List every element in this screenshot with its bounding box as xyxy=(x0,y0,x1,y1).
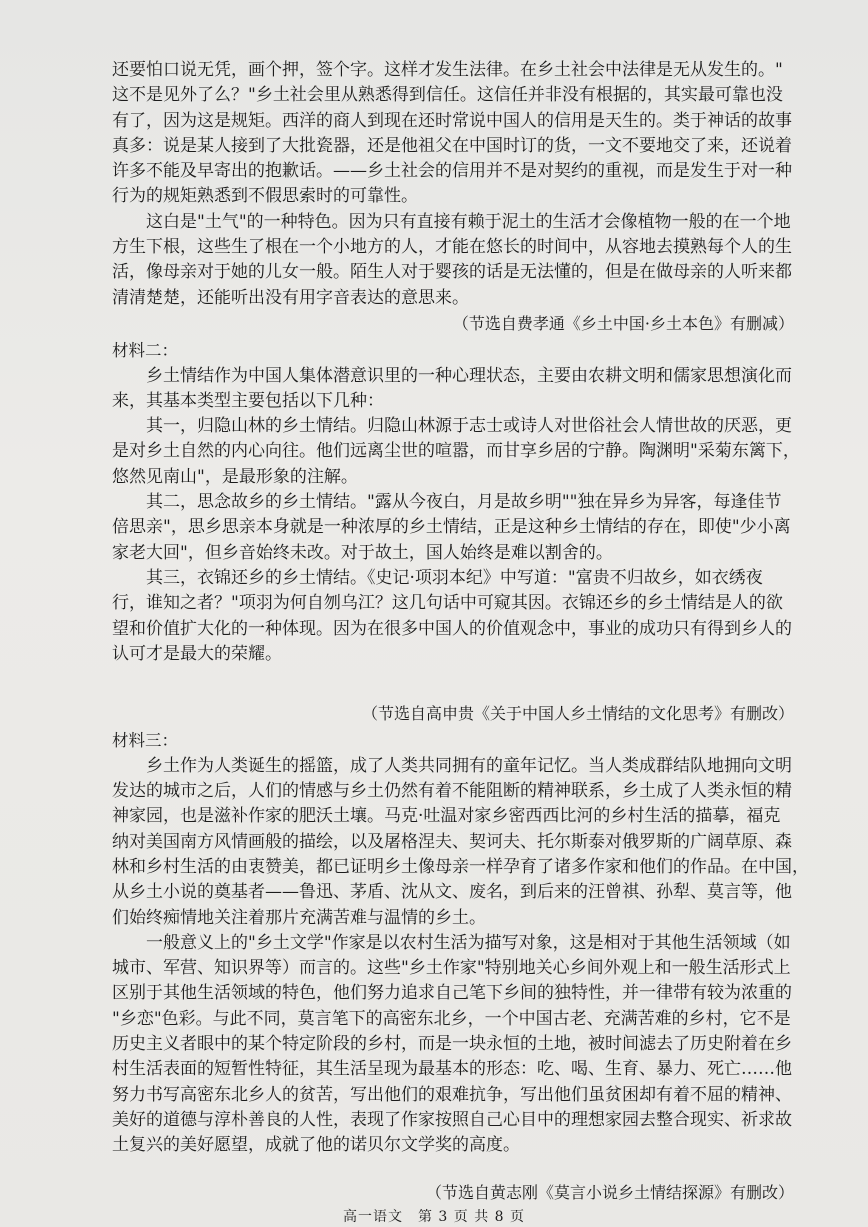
text-line: 努力书写高密东北乡人的贫苦，写出他们的艰难抗争，写出他们虽贫困却有着不屈的精神、 xyxy=(112,1084,792,1105)
paragraph-tuqi xyxy=(112,210,796,311)
text-line: 倍思亲"，思乡思亲本身就是一种浓厚的乡土情结，正是这种乡土情结的存在，即使"少小离 xyxy=(112,517,791,538)
text-line: 区别于其他生活领域的特色，他们努力追求自己笔下乡间的独特性，并一律带有较为浓重的 xyxy=(112,983,792,1004)
source-citation-3: （节选自黄志刚《莫言小说乡土情结探源》有删改） xyxy=(425,1183,794,1203)
text-line: 家老大回"，但乡音始终未改。对于故土，国人始终是难以割舍的。 xyxy=(112,542,613,563)
text-line: 历史主义者眼中的某个特定阶段的乡村，而是一块永恒的土地，被时间滤去了历史附着在乡 xyxy=(112,1033,792,1054)
text-line: 行为的规矩熟悉到不假思索时的可靠性。 xyxy=(112,186,418,207)
text-line: 方生下根，这些生了根在一个小地方的人，才能在悠长的时间中，从容地去摸熟每个人的生 xyxy=(112,237,792,258)
text-line: 望和价值扩大化的一种体现。因为在很多中国人的价值观念中，事业的成功只有得到乡人的 xyxy=(112,618,792,639)
text-line: 土复兴的美好愿望，成就了他的诺贝尔文学奖的高度。 xyxy=(112,1135,520,1156)
text-line: 乡土作为人类诞生的摇篮，成了人类共同拥有的童年记忆。当人类成群结队地拥向文明 xyxy=(146,755,792,776)
text-line: 清清楚楚，还能听出没有用字音表达的意思来。 xyxy=(112,287,469,308)
text-line: 悠然见南山"，是最形象的注解。 xyxy=(112,466,358,487)
text-line: 是对乡土自然的内心向往。他们远离尘世的喧嚣，而甘享乡居的宁静。陶渊明"采菊东篱下， xyxy=(112,441,800,462)
text-line: 这白是"土气"的一种特色。因为只有直接有赖于泥土的生活才会像植物一般的在一个地 xyxy=(146,211,791,232)
text-line: 乡土情结作为中国人集体潜意识里的一种心理状态，主要由农耕文明和儒家思想演化而 xyxy=(146,365,792,386)
text-line: 们始终痴情地关注着那片充满苦难与温情的乡土。 xyxy=(112,907,486,928)
text-line: 其三，衣锦还乡的乡土情结。《史记·项羽本纪》中写道："富贵不归故乡，如衣绣夜 xyxy=(146,567,763,588)
text-line: 来，其基本类型主要包括以下几种： xyxy=(112,390,384,411)
paragraph-law-trust xyxy=(112,58,796,210)
text-line: 村生活表面的短暂性特征，其生活呈现为最基本的形态：吃、喝、生育、暴力、死亡……他 xyxy=(112,1059,792,1080)
text-line: 许多不能及早寄出的抱歉话。——乡土社会的信用并不是对契约的重视，而是发生于对一种 xyxy=(112,161,792,182)
text-line: 从乡土小说的奠基者——鲁迅、茅盾、沈从文、废名，到后来的汪曾祺、孙犁、莫言等，他 xyxy=(112,882,792,903)
text-line: 行，谁知之者？"项羽为何自刎乌江？这几句话中可窥其因。衣锦还乡的乡土情结是人的欲 xyxy=(112,593,783,614)
text-line: 发达的城市之后，人们的情感与乡土仍然有着不能阻断的精神联系，乡土成了人类永恒的精 xyxy=(112,781,792,802)
material-3-paragraph-2 xyxy=(112,931,796,1159)
source-citation-2: （节选自高申贵《关于中国人乡土情结的文化思考》有删改） xyxy=(361,704,794,724)
text-line: 活，像母亲对于她的儿女一般。陌生人对于婴孩的话是无法懂的，但是在做母亲的人听来都 xyxy=(112,262,792,283)
material-2-intro xyxy=(112,364,796,415)
material-2-point-2 xyxy=(112,490,796,566)
text-line: 神家园，也是滋补作家的肥沃土壤。马克·吐温对家乡密西西比河的乡村生活的描摹，福克 xyxy=(112,806,781,827)
text-line: 认可才是最大的荣耀。 xyxy=(112,643,282,664)
text-line: 纳对美国南方风情画般的描绘，以及屠格涅夫、契诃夫、托尔斯泰对俄罗斯的广阔草原、森 xyxy=(112,831,792,852)
source-citation-1: （节选自费孝通《乡土中国·乡土本色》有删减） xyxy=(452,313,794,333)
text-line: 城市、军营、知识界等）而言的。这些"乡土作家"特别地关心乡间外观上和一般生活形式上 xyxy=(112,958,791,979)
spacer xyxy=(112,667,796,701)
text-line: "乡恋"色彩。与此不同，莫言笔下的高密东北乡，一个中国古老、充满苦难的乡村，它不是 xyxy=(112,1008,791,1029)
text-line: 真多：说是某人接到了大批瓷器，还是他祖父在中国时订的货，一文不要地交了来，还说着 xyxy=(112,135,792,156)
material-3-paragraph-1 xyxy=(112,754,809,931)
spacer xyxy=(112,1158,796,1180)
text-line: 一般意义上的"乡土文学"作家是以农村生活为描写对象，这是相对于其他生活领域（如 xyxy=(146,932,791,953)
material-3-heading: 材料三： xyxy=(112,731,178,751)
material-2-point-3 xyxy=(112,566,796,667)
text-line: 其一，归隐山林的乡土情结。归隐山林源于志士或诗人对世俗社会人情世故的厌恶，更 xyxy=(146,416,792,437)
text-line: 林和乡村生活的由衷赞美，都已证明乡土像母亲一样孕育了诸多作家和他们的作品。在中国， xyxy=(112,856,809,877)
text-line: 还要怕口说无凭，画个押，签个字。这样才发生法律。在乡土社会中法律是无从发生的。" xyxy=(112,60,783,80)
text-line: 其二，思念故乡的乡土情结。"露从今夜白，月是故乡明""独在异乡为异客，每逢佳节 xyxy=(146,492,782,513)
material-2-heading: 材料二： xyxy=(112,341,178,361)
text-line: 这不是见外了么？"乡土社会里从熟悉得到信任。这信任并非没有根据的，其实最可靠也没 xyxy=(112,85,783,106)
text-line: 有了，因为这是规矩。西洋的商人到现在还时常说中国人的信用是天生的。类于神话的故事 xyxy=(112,110,792,131)
page-footer: 高一语文 第 3 页 共 8 页 xyxy=(342,1209,526,1225)
text-line: 美好的道德与淳朴善良的人性，表现了作家按照自己心目中的理想家园去整合现实、祈求故 xyxy=(112,1109,792,1130)
material-2-point-1 xyxy=(112,414,800,490)
